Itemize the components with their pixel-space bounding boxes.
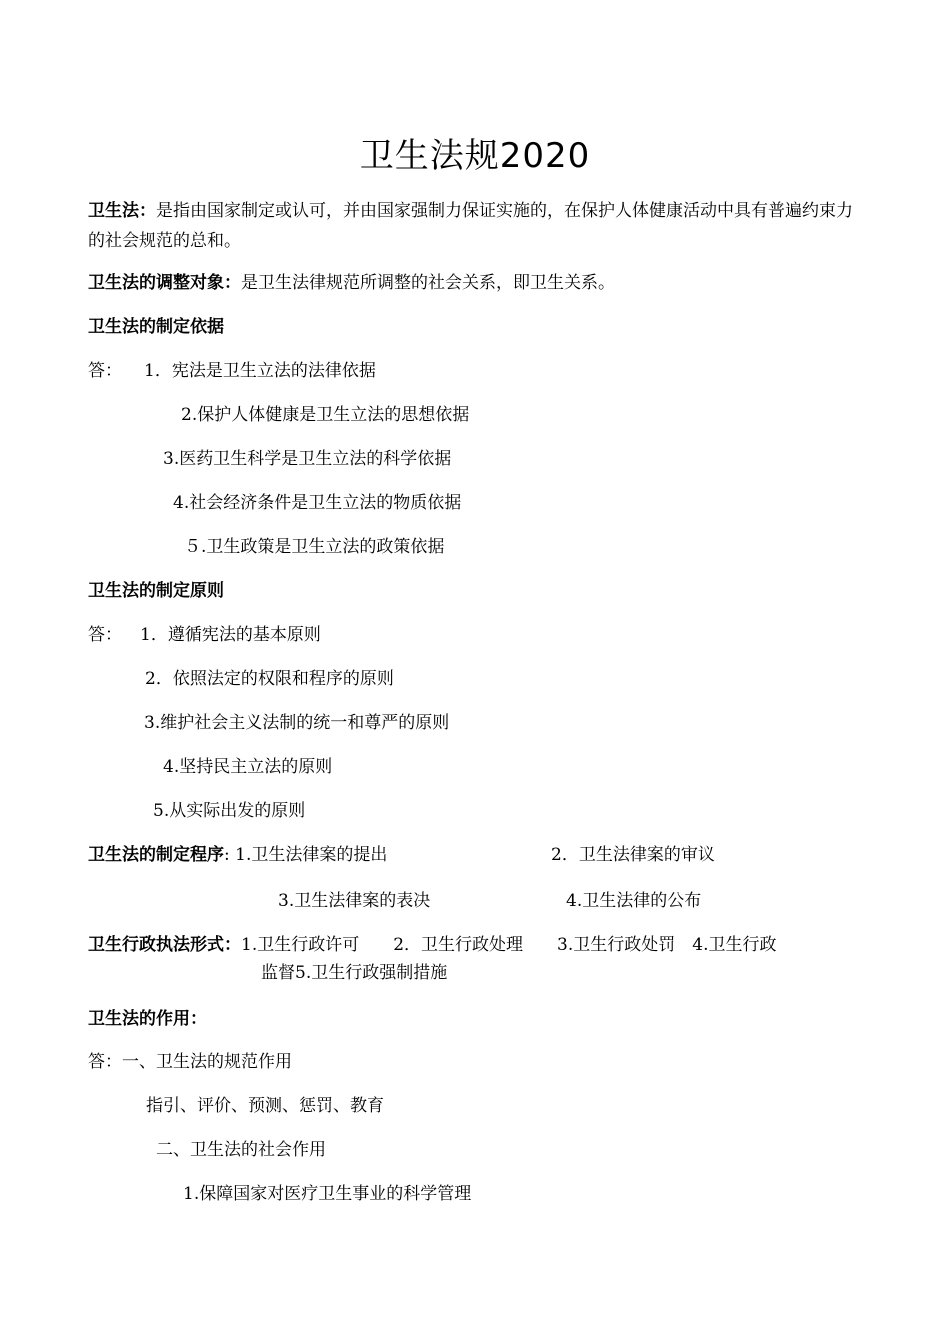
- enforcement-items-line-2: 监督5.卫生行政强制措施: [261, 963, 448, 983]
- enforcement-line-1: [88, 932, 776, 958]
- functions-answer-line: 答：一、卫生法的规范作用: [88, 1052, 292, 1072]
- principles-answer-prefix: 答：: [88, 625, 122, 645]
- procedure-item-4: 4.卫生法律的公布: [566, 891, 702, 911]
- functions-social-heading: 二、卫生法的社会作用: [156, 1140, 326, 1160]
- enforcement-items-line-1: 1.卫生行政许可 2．卫生行政处理 3.卫生行政处罚 4.卫生行政: [241, 935, 777, 955]
- procedure-line-1: [88, 842, 387, 868]
- principles-item-2: 2．依照法定的权限和程序的原则: [145, 669, 394, 689]
- principles-heading: 卫生法的制定原则: [88, 581, 224, 601]
- procedure-item-3: 3.卫生法律案的表决: [278, 891, 431, 911]
- definition-text: 是指由国家制定或认可，并由国家强制力保证实施的，在保护人体健康活动中具有普遍约束力的社会规范的总和。: [88, 201, 853, 251]
- basis-item-4: 4.社会经济条件是卫生立法的物质依据: [173, 493, 462, 513]
- procedure-term: 卫生法的制定程序: [88, 845, 224, 865]
- basis-heading: 卫生法的制定依据: [88, 317, 224, 337]
- adjust-object-text: 是卫生法律规范所调整的社会关系，即卫生关系。: [241, 273, 615, 293]
- adjust-object-paragraph: [88, 270, 615, 296]
- principles-item-3: 3.维护社会主义法制的统一和尊严的原则: [144, 713, 450, 733]
- definition-paragraph: [88, 196, 868, 256]
- definition-term: 卫生法：: [88, 201, 156, 221]
- functions-norm-items: 指引、评价、预测、惩罚、教育: [146, 1096, 384, 1116]
- principles-item-5: 5.从实际出发的原则: [153, 801, 306, 821]
- basis-item-2: 2.保护人体健康是卫生立法的思想依据: [181, 405, 470, 425]
- functions-social-item-1: 1.保障国家对医疗卫生事业的科学管理: [183, 1184, 472, 1204]
- page-title: 卫生法规2020: [359, 136, 591, 176]
- basis-answer-prefix: 答：: [88, 361, 122, 381]
- procedure-item-2: 2．卫生法律案的审议: [551, 845, 715, 865]
- basis-item-5: ５.卫生政策是卫生立法的政策依据: [184, 537, 445, 557]
- principles-item-4: 4.坚持民主立法的原则: [163, 757, 333, 777]
- basis-item-1: 1．宪法是卫生立法的法律依据: [144, 361, 376, 381]
- basis-item-3: 3.医药卫生科学是卫生立法的科学依据: [163, 449, 452, 469]
- adjust-object-term: 卫生法的调整对象：: [88, 273, 241, 293]
- principles-item-1: 1．遵循宪法的基本原则: [140, 625, 321, 645]
- procedure-item-1: : 1.卫生法律案的提出: [224, 845, 388, 865]
- functions-heading: 卫生法的作用：: [88, 1009, 207, 1029]
- enforcement-term: 卫生行政执法形式：: [88, 935, 241, 955]
